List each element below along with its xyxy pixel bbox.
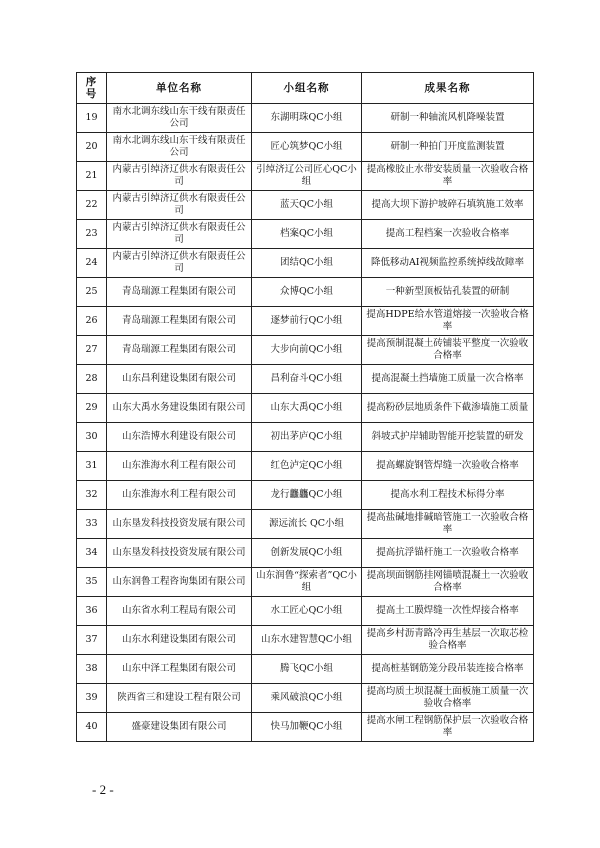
cell-index: 36 (77, 597, 107, 626)
cell-index: 29 (77, 394, 107, 423)
cell-group-name: 山东大禹QC小组 (252, 394, 362, 423)
header-index: 序号 (77, 73, 107, 104)
table-row (77, 626, 534, 655)
cell-unit-name: 内蒙古引绰济辽供水有限责任公司 (107, 162, 252, 191)
cell-result-name: 提高大坝下游护坡碎石填筑施工效率 (362, 191, 534, 220)
table-row (77, 365, 534, 394)
table-row (77, 481, 534, 510)
cell-group-name: 蓝天QC小组 (252, 191, 362, 220)
cell-result-name: 提高橡胶止水带安装质量一次验收合格率 (362, 162, 534, 191)
table-row (77, 684, 534, 713)
cell-index: 26 (77, 307, 107, 336)
cell-result-name: 斜坡式护岸辅助智能开挖装置的研发 (362, 423, 534, 452)
cell-result-name: 研制一种轴流风机降噪装置 (362, 104, 534, 133)
cell-result-name: 提高预制混凝土砖铺装平整度一次验收合格率 (362, 336, 534, 365)
cell-group-name: 源远流长 QC小组 (252, 510, 362, 539)
cell-index: 19 (77, 104, 107, 133)
cell-result-name: 降低移动AI视频监控系统掉线故障率 (362, 249, 534, 278)
cell-result-name: 提高均质土坝混凝土面板施工质量一次验收合格率 (362, 684, 534, 713)
cell-index: 34 (77, 539, 107, 568)
cell-result-name: 提高混凝土挡墙施工质量一次合格率 (362, 365, 534, 394)
cell-group-name: 水工匠心QC小组 (252, 597, 362, 626)
table-row (77, 336, 534, 365)
table-row (77, 452, 534, 481)
cell-unit-name: 山东浩博水利建设有限公司 (107, 423, 252, 452)
cell-group-name: 大步向前QC小组 (252, 336, 362, 365)
cell-index: 22 (77, 191, 107, 220)
cell-unit-name: 内蒙古引绰济辽供水有限责任公司 (107, 191, 252, 220)
cell-unit-name: 陕西省三和建设工程有限公司 (107, 684, 252, 713)
table-row (77, 249, 534, 278)
cell-unit-name: 内蒙古引绰济辽供水有限责任公司 (107, 249, 252, 278)
cell-unit-name: 青岛瑞源工程集团有限公司 (107, 278, 252, 307)
cell-result-name: 提高工程档案一次验收合格率 (362, 220, 534, 249)
header-group-name: 小组名称 (252, 73, 362, 104)
cell-group-name: 众博QC小组 (252, 278, 362, 307)
cell-unit-name: 山东中泽工程集团有限公司 (107, 655, 252, 684)
table-row (77, 278, 534, 307)
cell-index: 32 (77, 481, 107, 510)
header-result-name: 成果名称 (362, 73, 534, 104)
cell-index: 25 (77, 278, 107, 307)
table-row (77, 713, 534, 742)
table-row (77, 655, 534, 684)
table-row (77, 162, 534, 191)
cell-result-name: 提高土工膜焊缝一次性焊接合格率 (362, 597, 534, 626)
cell-group-name: 腾飞QC小组 (252, 655, 362, 684)
cell-index: 28 (77, 365, 107, 394)
cell-unit-name: 山东大禹水务建设集团有限公司 (107, 394, 252, 423)
cell-group-name: 山东水建智慧QC小组 (252, 626, 362, 655)
cell-group-name: 档案QC小组 (252, 220, 362, 249)
cell-result-name: 提高HDPE给水管道熔接一次验收合格率 (362, 307, 534, 336)
cell-result-name: 提高螺旋钢管焊缝一次验收合格率 (362, 452, 534, 481)
table-row (77, 539, 534, 568)
cell-unit-name: 山东省水利工程局有限公司 (107, 597, 252, 626)
table-body (77, 104, 534, 742)
cell-unit-name: 山东淮海水利工程有限公司 (107, 481, 252, 510)
cell-index: 27 (77, 336, 107, 365)
cell-group-name: 团结QC小组 (252, 249, 362, 278)
cell-group-name: 红色泸定QC小组 (252, 452, 362, 481)
cell-group-name: 东湖明珠QC小组 (252, 104, 362, 133)
cell-result-name: 提高乡村沥青路冷再生基层一次取芯检验合格率 (362, 626, 534, 655)
cell-group-name: 创新发展QC小组 (252, 539, 362, 568)
cell-unit-name: 山东淮海水利工程有限公司 (107, 452, 252, 481)
page-number: - 2 - (92, 782, 114, 797)
cell-index: 31 (77, 452, 107, 481)
table-row (77, 104, 534, 133)
cell-index: 39 (77, 684, 107, 713)
table-row (77, 394, 534, 423)
cell-index: 20 (77, 133, 107, 162)
cell-group-name: 逐梦前行QC小组 (252, 307, 362, 336)
cell-result-name: 提高水闸工程钢筋保护层一次验收合格率 (362, 713, 534, 742)
cell-index: 40 (77, 713, 107, 742)
cell-group-name: 初出茅庐QC小组 (252, 423, 362, 452)
cell-index: 33 (77, 510, 107, 539)
cell-result-name: 研制一种拍门开度监测装置 (362, 133, 534, 162)
table-row (77, 510, 534, 539)
cell-result-name: 提高抗浮锚杆施工一次验收合格率 (362, 539, 534, 568)
results-table (76, 72, 534, 742)
cell-group-name: 龙行龘龘QC小组 (252, 481, 362, 510)
cell-result-name: 提高盐碱地排碱暗管施工一次验收合格率 (362, 510, 534, 539)
table-row (77, 307, 534, 336)
cell-unit-name: 南水北调东线山东干线有限责任公司 (107, 104, 252, 133)
table-header-row (77, 73, 534, 104)
table-row (77, 191, 534, 220)
cell-index: 30 (77, 423, 107, 452)
cell-index: 23 (77, 220, 107, 249)
cell-result-name: 提高坝面钢筋挂网锚喷混凝土一次验收合格率 (362, 568, 534, 597)
cell-result-name: 提高水利工程技术标得分率 (362, 481, 534, 510)
cell-result-name: 提高粉砂层地质条件下截渗墙施工质量 (362, 394, 534, 423)
table-row (77, 568, 534, 597)
cell-index: 35 (77, 568, 107, 597)
cell-group-name: 昌利奋斗QC小组 (252, 365, 362, 394)
table-row (77, 597, 534, 626)
cell-result-name: 提高桩基钢筋笼分段吊装连接合格率 (362, 655, 534, 684)
cell-unit-name: 山东润鲁工程咨询集团有限公司 (107, 568, 252, 597)
cell-index: 21 (77, 162, 107, 191)
cell-unit-name: 内蒙古引绰济辽供水有限责任公司 (107, 220, 252, 249)
cell-index: 37 (77, 626, 107, 655)
cell-unit-name: 盛豪建设集团有限公司 (107, 713, 252, 742)
cell-index: 24 (77, 249, 107, 278)
table-row (77, 423, 534, 452)
cell-group-name: 乘风破浪QC小组 (252, 684, 362, 713)
cell-index: 38 (77, 655, 107, 684)
cell-group-name: 引绰济辽公司匠心QC小组 (252, 162, 362, 191)
cell-group-name: 山东润鲁“探索者”QC小组 (252, 568, 362, 597)
cell-unit-name: 青岛瑞源工程集团有限公司 (107, 336, 252, 365)
cell-result-name: 一种新型顶板钻孔装置的研制 (362, 278, 534, 307)
cell-unit-name: 山东垦发科技投资发展有限公司 (107, 510, 252, 539)
header-unit-name: 单位名称 (107, 73, 252, 104)
cell-unit-name: 山东水利建设集团有限公司 (107, 626, 252, 655)
cell-group-name: 匠心筑梦QC小组 (252, 133, 362, 162)
cell-unit-name: 南水北调东线山东干线有限责任公司 (107, 133, 252, 162)
cell-unit-name: 山东昌利建设集团有限公司 (107, 365, 252, 394)
table-row (77, 133, 534, 162)
cell-group-name: 快马加鞭QC小组 (252, 713, 362, 742)
cell-unit-name: 青岛瑞源工程集团有限公司 (107, 307, 252, 336)
table-row (77, 220, 534, 249)
cell-unit-name: 山东垦发科技投资发展有限公司 (107, 539, 252, 568)
